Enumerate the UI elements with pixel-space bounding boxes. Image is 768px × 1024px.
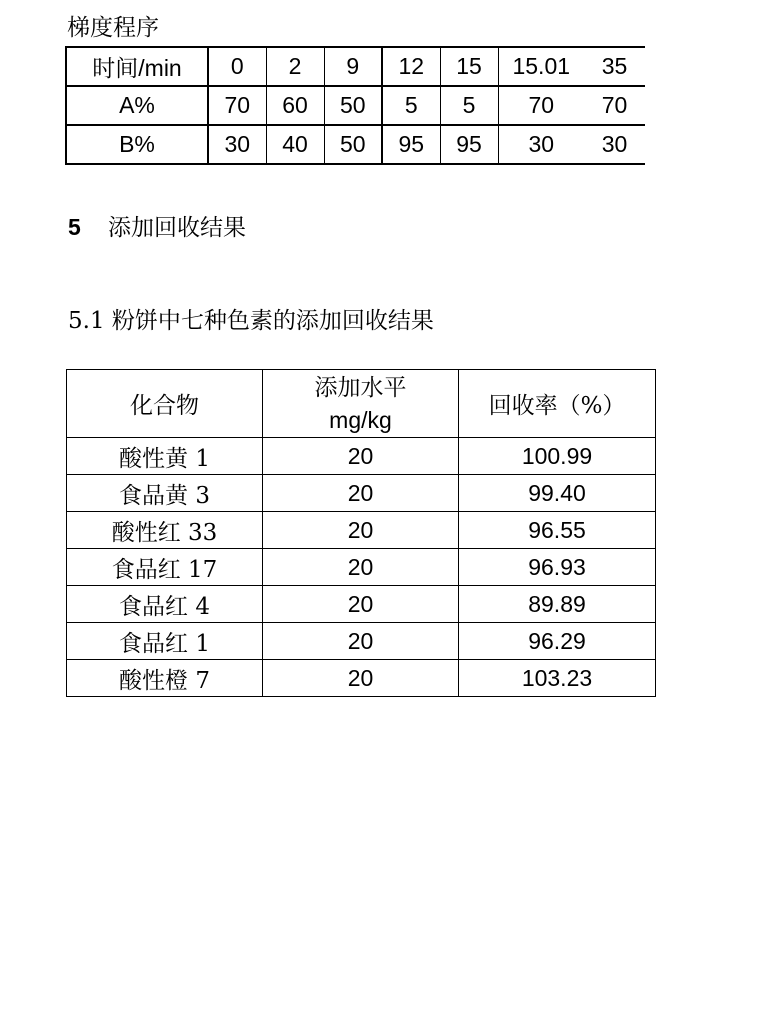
compound-cell: 酸性红 33 [67, 512, 263, 549]
gradient-cell: 70 [208, 86, 266, 125]
gradient-cell: 30 [208, 125, 266, 164]
gradient-cell: 95 [440, 125, 498, 164]
gradient-cell: 30 [498, 125, 584, 164]
recovery-cell: 96.93 [459, 549, 656, 586]
level-cell: 20 [263, 475, 459, 512]
level-cell: 20 [263, 586, 459, 623]
level-cell: 20 [263, 623, 459, 660]
recovery-cell: 96.55 [459, 512, 656, 549]
level-cell: 20 [263, 660, 459, 697]
gradient-row-label: A% [66, 86, 208, 125]
compound-cell: 食品黄 3 [67, 475, 263, 512]
header-level-top: 添加水平 [314, 374, 407, 401]
gradient-cell: 70 [584, 86, 645, 125]
compound-cell: 食品红 1 [67, 623, 263, 660]
table-row [67, 475, 656, 512]
gradient-title: 梯度程序 [67, 15, 159, 41]
table-row [67, 623, 656, 660]
section-title: 添加回收结果 [108, 215, 246, 241]
gradient-cell: 60 [266, 86, 324, 125]
gradient-cell: 5 [440, 86, 498, 125]
gradient-table [65, 46, 645, 165]
recovery-cell: 89.89 [459, 586, 656, 623]
gradient-cell: 12 [382, 47, 440, 86]
gradient-cell: 9 [324, 47, 382, 86]
recovery-cell: 99.40 [459, 475, 656, 512]
header-recovery: 回收率（%） [459, 370, 656, 438]
gradient-cell: 0 [208, 47, 266, 86]
compound-cell: 食品红 4 [67, 586, 263, 623]
table-header-row [67, 370, 656, 438]
gradient-cell: 35 [584, 47, 645, 86]
table-row [67, 438, 656, 475]
gradient-row [66, 125, 645, 164]
gradient-cell: 40 [266, 125, 324, 164]
table-row [67, 549, 656, 586]
header-compound: 化合物 [67, 370, 263, 438]
gradient-cell: 2 [266, 47, 324, 86]
table-row [67, 660, 656, 697]
level-cell: 20 [263, 438, 459, 475]
section-5-heading [68, 210, 246, 245]
gradient-row-label: B% [66, 125, 208, 164]
section-number: 5 [68, 214, 81, 240]
section-5-1-heading: 5.1 粉饼中七种色素的添加回收结果 [68, 308, 434, 334]
gradient-cell: 15 [440, 47, 498, 86]
gradient-cell: 70 [498, 86, 584, 125]
gradient-cell: 30 [584, 125, 645, 164]
gradient-row-label: 时间/min [66, 47, 208, 86]
gradient-cell: 50 [324, 125, 382, 164]
compound-cell: 酸性黄 1 [67, 438, 263, 475]
gradient-row [66, 86, 645, 125]
compound-cell: 酸性橙 7 [67, 660, 263, 697]
header-level [263, 370, 459, 438]
header-level-bottom: mg/kg [329, 406, 392, 433]
gradient-cell: 15.01 [498, 47, 584, 86]
table-row [67, 512, 656, 549]
recovery-cell: 96.29 [459, 623, 656, 660]
level-cell: 20 [263, 512, 459, 549]
gradient-cell: 5 [382, 86, 440, 125]
gradient-cell: 95 [382, 125, 440, 164]
compound-cell: 食品红 17 [67, 549, 263, 586]
table-row [67, 586, 656, 623]
level-cell: 20 [263, 549, 459, 586]
gradient-row [66, 47, 645, 86]
recovery-cell: 103.23 [459, 660, 656, 697]
recovery-table [66, 369, 656, 697]
recovery-cell: 100.99 [459, 438, 656, 475]
gradient-cell: 50 [324, 86, 382, 125]
